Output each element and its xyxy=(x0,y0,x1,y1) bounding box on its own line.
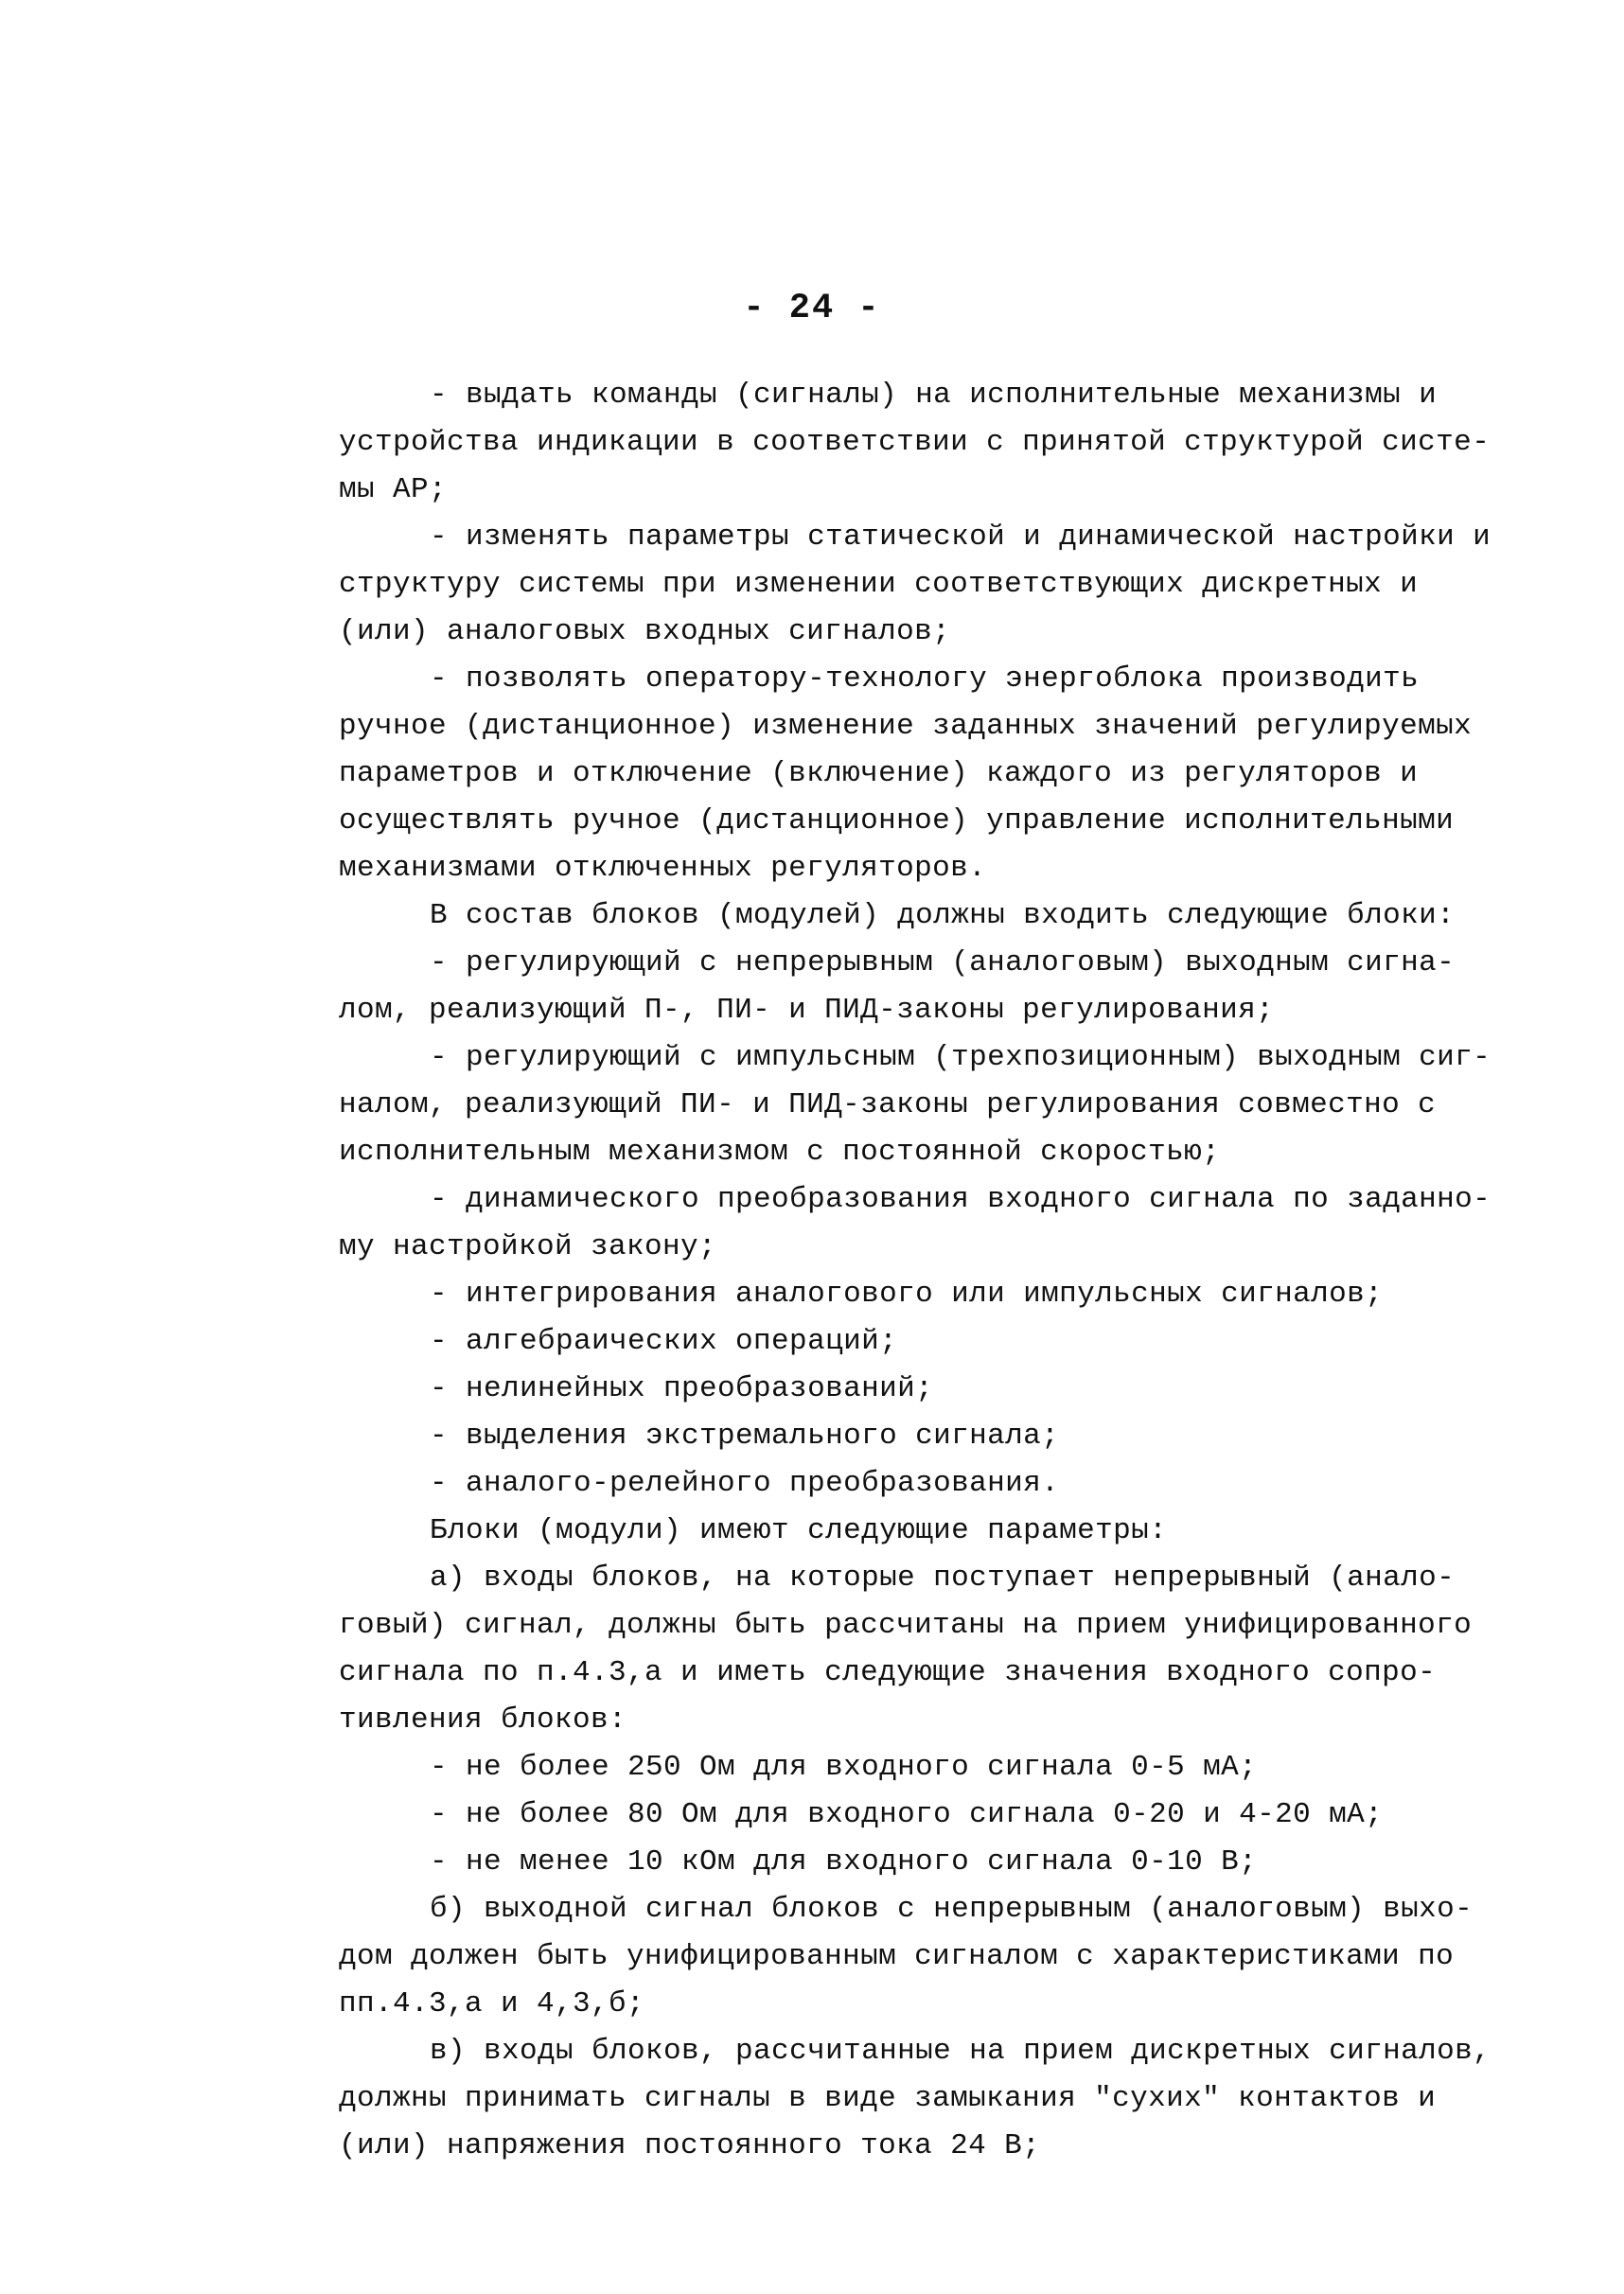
document-body xyxy=(339,372,1531,2170)
text-line: - изменять параметры статической и динамической настройки и xyxy=(430,521,1492,554)
text-line: мы АР; xyxy=(339,473,448,506)
text-line: (или) напряжения постоянного тока 24 В; xyxy=(339,2129,1041,2162)
text-line: - нелинейных преобразований; xyxy=(430,1372,934,1405)
text-line: - интегрирования аналогового или импульсных сигналов; xyxy=(430,1278,1384,1311)
text-line: должны принимать сигналы в виде замыкания "сухих" контактов и xyxy=(339,2082,1437,2115)
text-line: сигнала по п.4.3,а и иметь следующие значения входного сопро- xyxy=(339,1656,1437,1689)
text-line: а) входы блоков, на которые поступает непрерывный (анало- xyxy=(430,1562,1456,1595)
text-line: б) выходной сигнал блоков с непрерывным (аналоговым) выхо- xyxy=(430,1893,1474,1926)
text-line: параметров и отключение (включение) каждого из регуляторов и xyxy=(339,757,1419,790)
text-line: механизмами отключенных регуляторов. xyxy=(339,852,987,885)
text-line: Блоки (модули) имеют следующие параметры: xyxy=(430,1514,1168,1547)
text-line: осуществлять ручное (дистанционное) управление исполнительными xyxy=(339,804,1455,838)
text-line: - динамического преобразования входного сигнала по заданно- xyxy=(430,1183,1492,1216)
text-line: - позволять оператору-технологу энергоблока производить xyxy=(430,662,1420,696)
text-line: - регулирующий с импульсным (трехпозиционным) выходным сиг- xyxy=(430,1041,1492,1074)
page-number: - 24 - xyxy=(743,289,881,328)
text-line: устройства индикации в соответствии с принятой структурой систе- xyxy=(339,426,1491,459)
text-line: структуру системы при изменении соответствующих дискретных и xyxy=(339,568,1419,601)
text-line: тивления блоков: xyxy=(339,1703,627,1737)
text-line: говый) сигнал, должны быть рассчитаны на прием унифицированного xyxy=(339,1609,1473,1642)
text-line: - выдать команды (сигналы) на исполнительные механизмы и xyxy=(430,379,1438,412)
text-line: - алгебраических операций; xyxy=(430,1325,898,1358)
text-line: му настройкой закону; xyxy=(339,1230,717,1263)
text-line: (или) аналоговых входных сигналов; xyxy=(339,615,951,648)
text-line: ручное (дистанционное) изменение заданных значений регулируемых xyxy=(339,710,1473,743)
text-line: - не более 250 Ом для входного сигнала 0-5 мА; xyxy=(430,1751,1258,1784)
text-line: В состав блоков (модулей) должны входить следующие блоки: xyxy=(430,899,1456,932)
text-line: в) входы блоков, рассчитанные на прием дискретных сигналов, xyxy=(430,2035,1492,2068)
text-line: дом должен быть унифицированным сигналом с характеристиками по xyxy=(339,1940,1455,1973)
text-line: - не более 80 Ом для входного сигнала 0-20 и 4-20 мА; xyxy=(430,1798,1384,1831)
text-line: - выделения экстремального сигнала; xyxy=(430,1420,1060,1453)
text-line: исполнительным механизмом с постоянной скоростью; xyxy=(339,1136,1221,1169)
text-line: налом, реализующий ПИ- и ПИД-законы регулирования совместно с xyxy=(339,1088,1437,1121)
text-line: - не менее 10 кОм для входного сигнала 0-10 В; xyxy=(430,1845,1258,1879)
text-line: - аналого-релейного преобразования. xyxy=(430,1467,1060,1500)
text-line: лом, реализующий П-, ПИ- и ПИД-законы регулирования; xyxy=(339,994,1275,1027)
text-line: - регулирующий с непрерывным (аналоговым) выходным сигна- xyxy=(430,946,1456,979)
text-line: пп.4.3,а и 4,3,б; xyxy=(339,1987,645,2020)
